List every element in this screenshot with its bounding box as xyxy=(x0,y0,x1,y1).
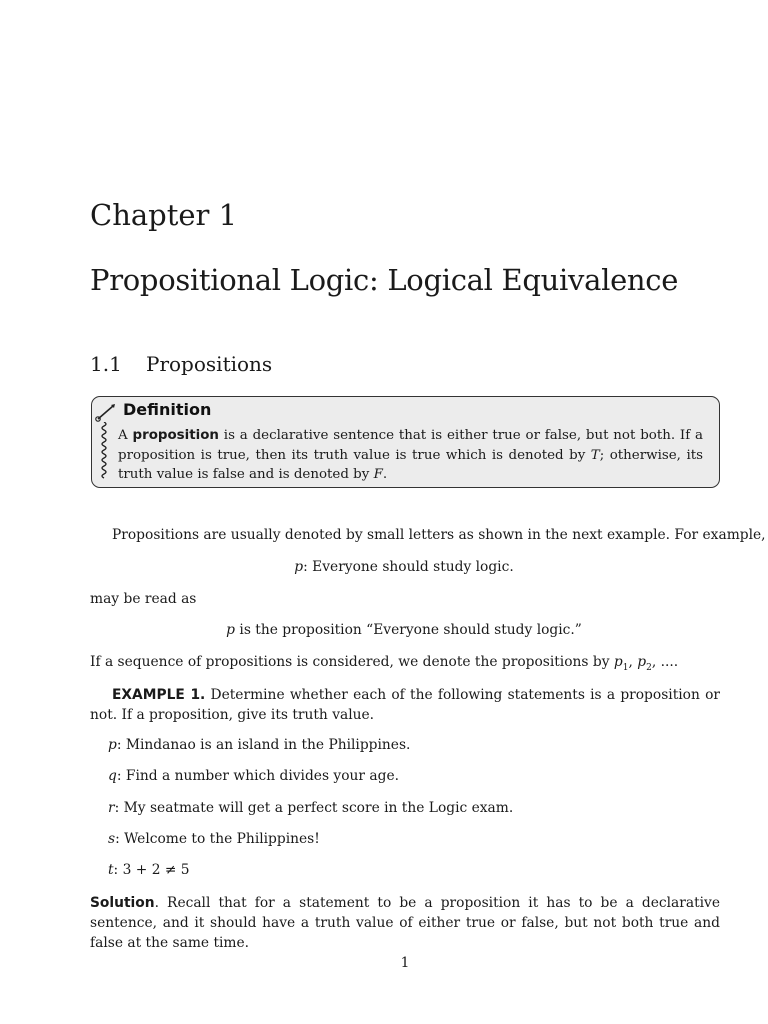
example-paragraph: EXAMPLE 1. Determine whether each of the following statements is a proposition or not. If a proposition, give its truth value. xyxy=(90,687,720,723)
list-item: r: My seatmate will get a perfect score in the Logic exam. xyxy=(108,800,514,816)
intro-paragraph: Propositions are usually denoted by small letters as shown in the next example. For example, xyxy=(112,527,766,543)
chapter-label: Chapter 1 xyxy=(90,198,238,232)
solution-paragraph: Solution. Recall that for a statement to be a proposition it has to be a declarative sentence, and it should have a truth value of either true or false, but not both true and false at the same time. xyxy=(90,895,720,951)
may-be-read-text: may be read as xyxy=(90,591,197,607)
list-item: s: Welcome to the Philippines! xyxy=(108,831,320,847)
display-statement-2: p is the proposition “Everyone should study logic.” xyxy=(226,622,582,638)
display-statement-1: p: Everyone should study logic. xyxy=(294,559,514,575)
page-number: 1 xyxy=(400,955,410,971)
definition-box xyxy=(91,396,720,488)
section-number: 1.1 xyxy=(90,352,122,376)
definition-heading: Definition xyxy=(123,400,212,419)
section-title: Propositions xyxy=(146,352,273,376)
section-heading xyxy=(90,352,272,376)
list-item: t: 3 + 2 ≠ 5 xyxy=(108,862,190,878)
list-item: q: Find a number which divides your age. xyxy=(108,768,400,784)
sequence-paragraph: If a sequence of propositions is considered, we denote the propositions by $p_1$, $p_2$, .... xyxy=(90,654,679,673)
wavy-rule xyxy=(99,422,109,484)
definition-text: A proposition is a declarative sentence that is either true or false, but not both. If a proposition is true, then its truth value is true which is denoted by T; otherwise, its truth value is false and is denoted by F. xyxy=(118,428,703,482)
list-item: p: Mindanao is an island in the Philippines. xyxy=(108,737,411,753)
solution-label: Solution xyxy=(90,895,155,911)
chapter-title: Propositional Logic: Logical Equivalence xyxy=(90,263,679,297)
example-label: EXAMPLE 1. xyxy=(112,687,206,703)
definition-term: proposition xyxy=(132,428,219,443)
